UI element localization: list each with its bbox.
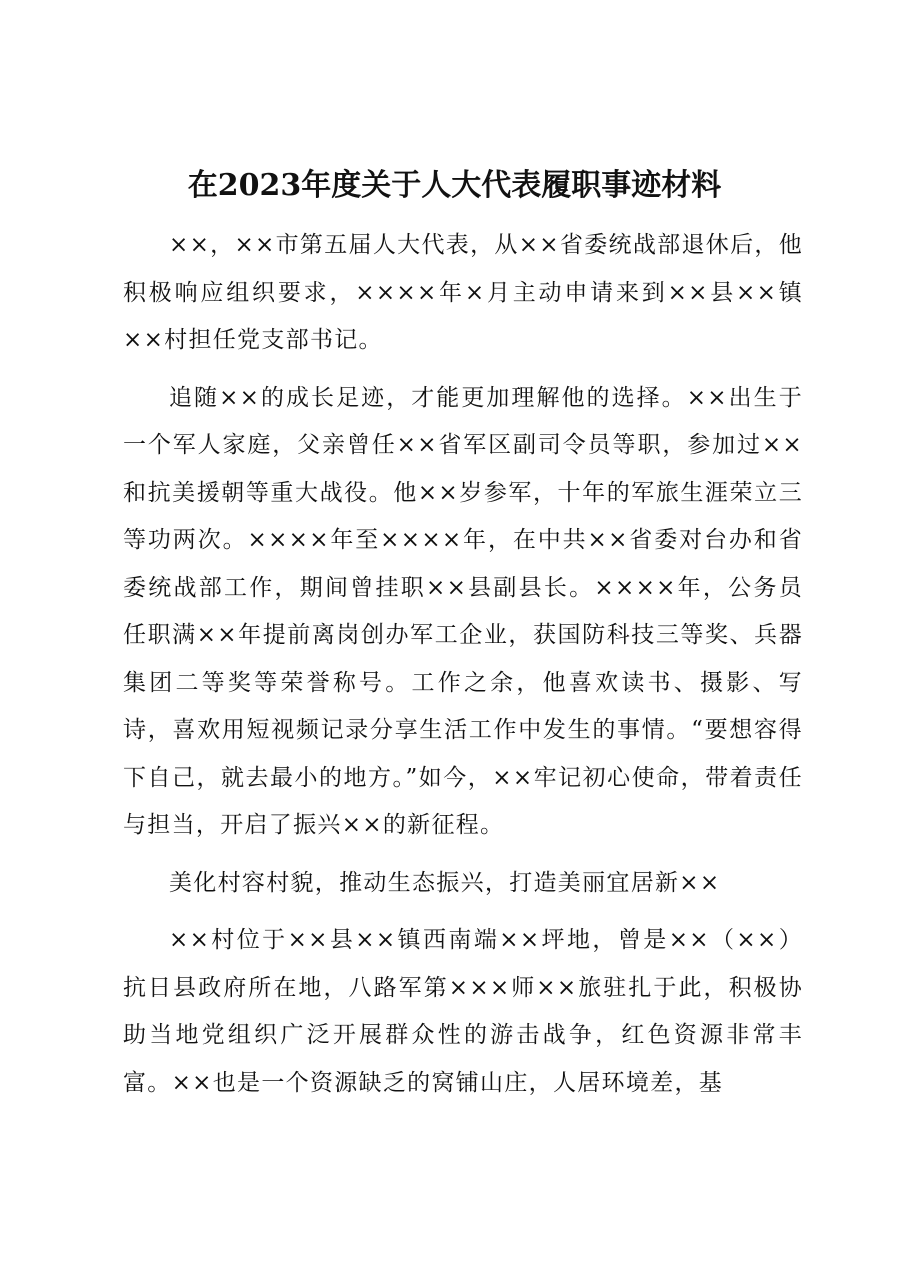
section-heading: 美化村容村貌，推动生态振兴，打造美丽宜居新××	[169, 869, 721, 896]
paragraph-background: 追随××的成长足迹，才能更加理解他的选择。××出生于一个军人家庭，父亲曾任××省军区副司令员等职，参加过××和抗美援朝等重大战役。他××岁参军，十年的军旅生涯荣立三等功两次。××××年至××××年，在中共××省委对台办和省委统战部工作，期间曾挂职××县副县长。××××年，公务员任职满××年提前离岗创办军工企业，获国防科技三等奖、兵器集团二等奖等荣誉称号。工作之余，他喜欢读书、摄影、写诗，喜欢用短视频记录分享生活工作中发生的事情。“要想容得下自己，就去最小的地方。”如今，××牢记初心使命，带着责任与担当，开启了振兴××的新征程。	[123, 384, 803, 838]
document-body	[123, 222, 803, 1117]
paragraph-intro: ××，××市第五届人大代表，从××省委统战部退休后，他积极响应组织要求，××××年×月主动申请来到××县××镇××村担任党支部书记。	[123, 232, 803, 353]
document-title: 在2023年度关于人大代表履职事迹材料	[187, 168, 722, 203]
paragraph-village: ××村位于××县××镇西南端××坪地，曾是××（××）抗日县政府所在地，八路军第×××师××旅驻扎于此，积极协助当地党组织广泛开展群众性的游击战争，红色资源非常丰富。××也是一个资源缺乏的窝铺山庄，人居环境差，基	[123, 927, 803, 1096]
